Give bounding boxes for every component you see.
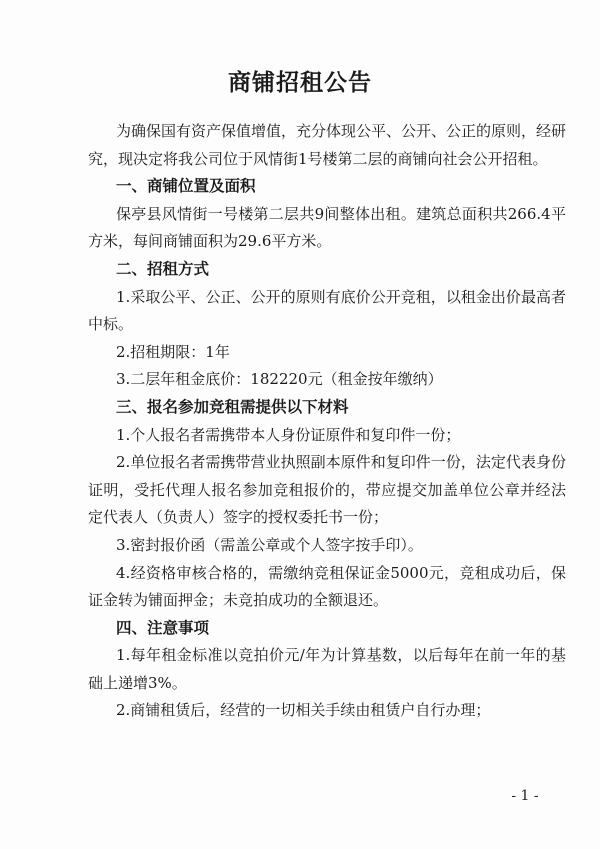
section-heading-materials: 三、报名参加竞租需提供以下材料	[116, 397, 349, 416]
section-heading-method: 二、招租方式	[116, 259, 210, 278]
method-item-1: 1.采取公平、公正、公开的原则有底价公开竞租，以租金出价最高者中标。	[88, 287, 566, 334]
materials-item-1: 1.个人报名者需携带本人身份证原件和复印件一份；	[116, 425, 461, 444]
intro-paragraph: 为确保国有资产保值增值，充分体现公平、公开、公正的原则，经研究，现决定将我公司位于风情街1号楼第二层的商铺向社会公开招租。	[88, 122, 567, 168]
section-heading-location: 一、商铺位置及面积	[116, 177, 256, 196]
notes-item-2: 2.商铺租赁后，经营的一切相关手续由租赁户自行办理；	[116, 701, 491, 720]
notes-item-1: 1.每年租金标准以竞拍价元/年为计算基数，以后每年在前一年的基础上递增3%。	[88, 646, 566, 692]
method-item-3: 3.二层年租金底价：182220元（租金按年缴纳）	[116, 370, 443, 389]
materials-item-4: 4.经资格审核合格的，需缴纳竞租保证金5000元，竞租成功后，保证金转为铺面押金；未竞拍成功的全额退还。	[88, 563, 566, 610]
method-item-2: 2.招租期限：1年	[116, 342, 230, 361]
document-title: 商铺招租公告	[228, 70, 372, 96]
section-text-location: 保亭县风情街一号楼第二层共9间整体出租。建筑总面积共266.4平方米，每间商铺面积为29.6平方米。	[88, 204, 566, 251]
page-number: - 1 -	[511, 788, 539, 804]
section-heading-notes: 四、注意事项	[116, 618, 210, 637]
materials-item-3: 3.密封报价函（需盖公章或个人签字按手印）。	[116, 535, 423, 554]
document-body	[88, 118, 566, 725]
materials-item-2: 2.单位报名者需携带营业执照副本原件和复印件一份，法定代表身份证明，受托代理人报名参加竞租报价的，带应提交加盖单位公章并经法定代表人（负责人）签字的授权委托书一份；	[88, 453, 566, 527]
